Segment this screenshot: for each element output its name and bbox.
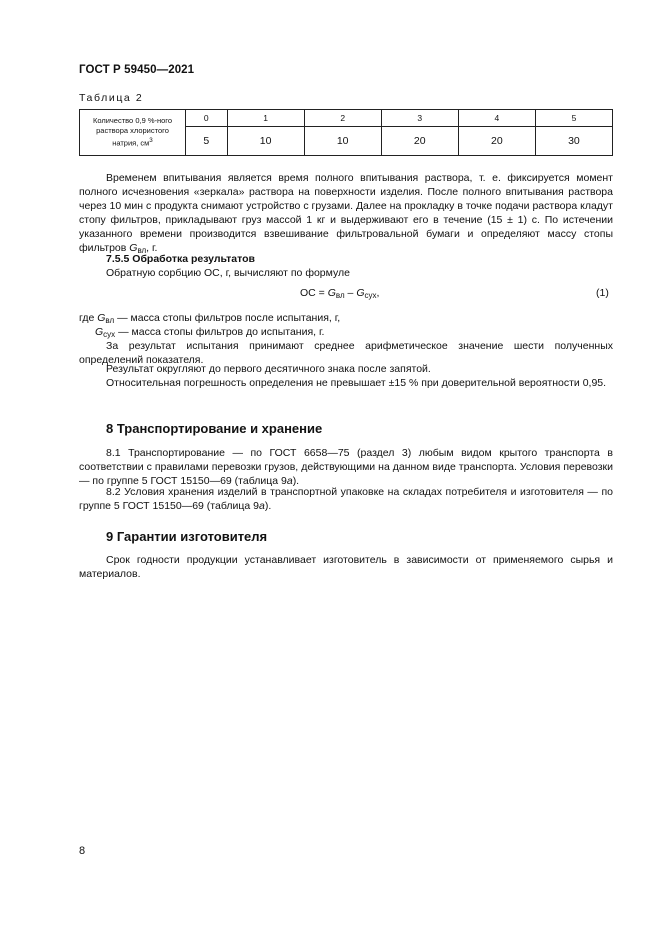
paragraph-8-1-text: 8.1 Транспортирование — по ГОСТ 6658—75 (раздел 3) любым видом крытого транспорта в соответствии с правилами перевозки грузов, действующими на данном виде транспорта. Условия перевозки — по группе 5 ГОСТ 15150—69 (таблица 9 — [79, 447, 613, 487]
section-7-5-5-title: 7.5.5 Обработка результатов — [106, 253, 255, 265]
table-value-cell: 5 — [186, 127, 228, 156]
formula-minus: – — [344, 287, 357, 299]
paragraph-9: Срок годности продукции устанавливает изготовитель в зависимости от применяемого сырья и материалов. — [79, 554, 613, 580]
paragraph-tail: , г. — [146, 242, 158, 254]
formula-sub2: сух — [364, 291, 377, 300]
table-number-cell: 2 — [304, 110, 381, 127]
paragraph-result: За результат испытания принимают среднее арифметическое значение шести полученных определений показателя. — [79, 340, 613, 366]
formula-1 — [300, 287, 379, 300]
formula-lhs: ОС = — [300, 287, 328, 299]
table-value-cell: 10 — [227, 127, 304, 156]
paragraph-error: Относительная погрешность определения не превышает ±15 % при доверительной вероятности 0,95. — [106, 377, 607, 389]
table-number-cell: 4 — [458, 110, 535, 127]
row-label-line-3: натрия, см — [112, 138, 150, 148]
paragraph-8-2 — [79, 485, 613, 513]
row-label-cell — [80, 110, 186, 156]
symbol-subscript: вл — [137, 246, 147, 255]
row-label-sup: 3 — [149, 137, 153, 145]
symbol-g: G — [129, 242, 138, 254]
formula-sub1: вл — [335, 291, 345, 300]
table-number-cell: 0 — [186, 110, 228, 127]
paragraph-8-1 — [79, 446, 613, 488]
table-number-cell: 1 — [227, 110, 304, 127]
where-desc1: — масса стопы фильтров после испытания, г, — [114, 312, 341, 324]
row-label-line-2: раствора хлористого — [96, 126, 169, 136]
where-g1: G — [97, 312, 106, 324]
formula-intro: Обратную сорбцию ОС, г, вычисляют по формуле — [106, 267, 350, 279]
where-g2: G — [95, 326, 104, 338]
table-number-cell: 3 — [381, 110, 458, 127]
formula-g2: G — [356, 287, 365, 299]
paragraph-8-2-text: 8.2 Условия хранения изделий в транспортной упаковке на складах потребителя и изготовителя — по группе 5 ГОСТ 15150—69 (таблица 9 — [79, 486, 613, 512]
page-number: 8 — [79, 845, 86, 857]
paragraph-absorption-time — [79, 171, 613, 258]
table-header-row — [80, 110, 613, 127]
paragraph-text: Временем впитывания является время полного впитывания раствора, т. е. фиксируется момент полного исчезновения «зеркала» раствора на поверхности изделия. После полного впитывания раствора через 10 мин с продукта снимают устройство с грузами. Далее на прокладку в точке подачи раствора кладут стопу фильтров, прикладывают груз массой 1 кг и выдерживают его в течение (15 ± 1) с. По истечении указанного времени производится взвешивание фильтровальной бумаги и определяют массу стопы фильтров — [79, 172, 613, 254]
where-prefix: где — [79, 312, 98, 324]
paragraph-8-2-italic: а — [258, 500, 265, 512]
table-value-cell: 20 — [381, 127, 458, 156]
section-9-title: 9 Гарантии изготовителя — [106, 529, 268, 544]
table-number-cell: 5 — [535, 110, 612, 127]
table-caption: Таблица 2 — [79, 92, 144, 104]
paragraph-8-1-tail: ). — [292, 475, 300, 487]
paragraph-8-1-italic: а — [286, 475, 293, 487]
table-value-cell: 30 — [535, 127, 612, 156]
where-sub1: вл — [105, 316, 115, 325]
paragraph-8-2-tail: ). — [264, 500, 272, 512]
table-value-cell: 20 — [458, 127, 535, 156]
where-desc2: — масса стопы фильтров до испытания, г. — [115, 326, 325, 338]
row-label-line-1: Количество 0,9 %-ного — [92, 116, 173, 126]
table-value-cell: 10 — [304, 127, 381, 156]
formula-end: , — [376, 287, 380, 299]
paragraph-rounding: Результат округляют до первого десятичного знака после запятой. — [106, 363, 431, 375]
formula-g1: G — [327, 287, 336, 299]
table-2 — [79, 109, 613, 156]
document-header: ГОСТ Р 59450—2021 — [79, 64, 195, 76]
equation-number: (1) — [596, 287, 609, 299]
where-sub2: сух — [103, 330, 116, 339]
section-8-title: 8 Транспортирование и хранение — [106, 421, 323, 436]
